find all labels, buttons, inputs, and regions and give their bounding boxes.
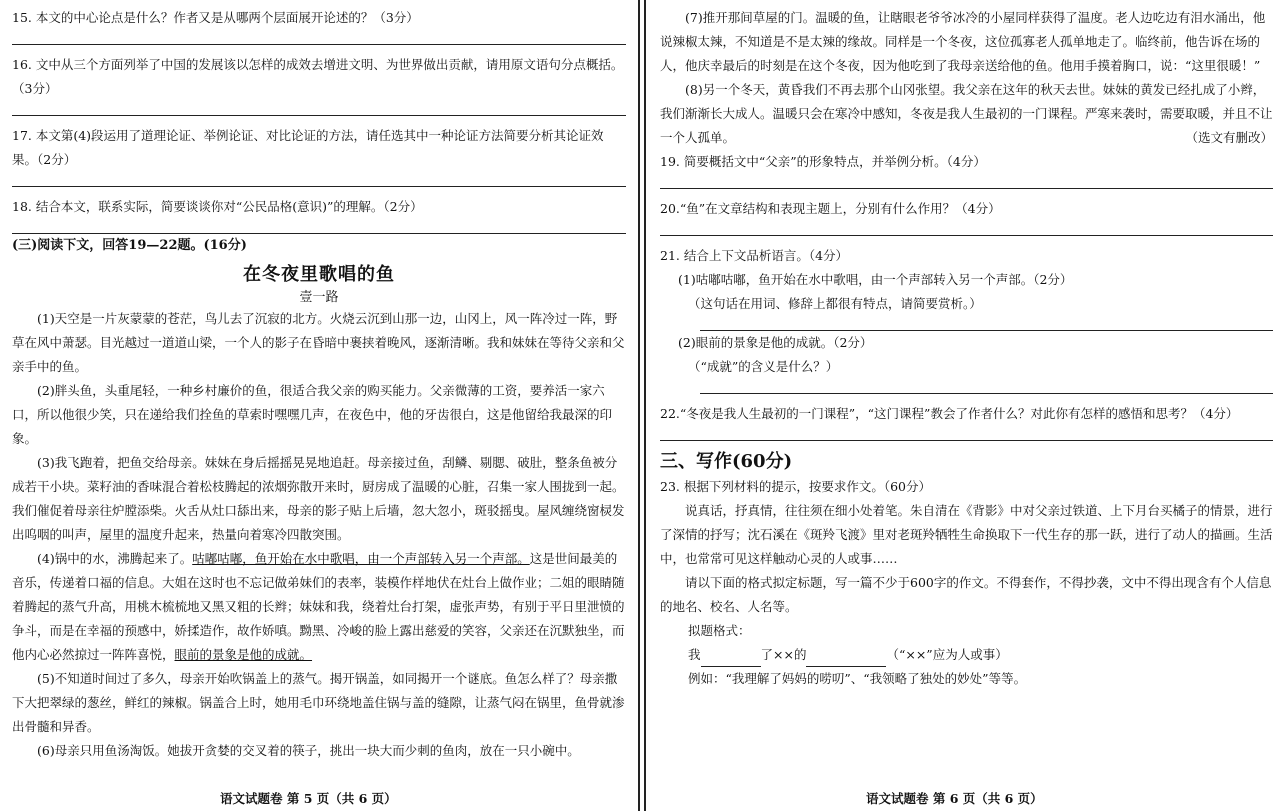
- writing-material: 说真话，抒真情，往往须在细小处着笔。朱自清在《背影》中对父亲过铁道、上下月台买橘子的情景，进行了深情的抒写；沈石溪在《斑羚飞渡》里对老斑羚牺牲生命换取下一代生存的那一跃，进行了动人的描画。生活中，也常常可见这样触动心灵的人或事……: [660, 503, 1273, 566]
- format-part-c: （“××”应为人或事）: [886, 647, 1008, 662]
- answer-line[interactable]: [660, 221, 1273, 236]
- format-blank: [701, 654, 761, 667]
- paragraph-5: (5)不知道时间过了多久，母亲开始吹锅盖上的蒸气。揭开锅盖，如同揭开一个谜底。鱼怎么样了？母亲撒下大把翠绿的葱丝，鲜红的辣椒。锅盖合上时，她用毛巾环绕地盖住锅与盖的缝隙，让蒸气闷在锅里，鱼骨就渗出骨髓和异香。: [12, 671, 625, 734]
- answer-line[interactable]: [660, 174, 1273, 189]
- page-5: [0, 0, 638, 811]
- answer-line[interactable]: [12, 30, 626, 45]
- question-22: 22.“冬夜是我人生最初的一门课程”，“这门课程”教会了作者什么？对此你有怎样的感悟和思考？（4分）: [660, 406, 1239, 421]
- underlined-sentence-1: 咕嘟咕嘟，鱼开始在水中歌唱，由一个声部转入另一个声部。: [192, 551, 530, 566]
- para4-middle: 这是世间最美的音乐，传递着口福的信息。大姐在这时也不忘记做弟妹们的表率，装模作样地伏在灶台上做作业；二姐的眼睛随着腾起的蒸气升高，用桃木梳梳地又黑又粗的长辫；妹妹和我，绕着灶台打架，虚张声势，有别于平日里泄愤的争斗，而是在幸福的预感中，娇揉造作，故作娇嗔。黝黑、冷峻的脸上露出慈爱的笑容，父亲还在沉默独坐，而他内心必然掠过一阵阵喜悦，: [12, 551, 625, 662]
- question-23: 23. 根据下列材料的提示，按要求作文。（60分）: [660, 479, 932, 494]
- paragraph-4: [12, 547, 626, 667]
- answer-line[interactable]: [660, 426, 1273, 441]
- paragraph-3: (3)我飞跑着，把鱼交给母亲。妹妹在身后摇摇晃晃地追赶。母亲接过鱼，刮鳞、剔腮、破肚，整条鱼被分成若干小块。菜籽油的香味混合着松枝腾起的浓烟弥散开来时，厨房成了温暖的心脏，召集一家人围拢到一起。我们催促着母亲往炉膛添柴。火舌从灶口舔出来，母亲的影子贴上后墙，忽大忽小，斑驳摇曳。屋风缠绕窗棂发出呜咽的叫声，屋里的温度升起来，热量向着寒冷四散突围。: [12, 455, 625, 542]
- answer-line[interactable]: [700, 379, 1273, 394]
- answer-line[interactable]: [700, 316, 1273, 331]
- question-20: 20.“鱼”在文章结构和表现主题上，分别有什么作用？（4分）: [660, 201, 1001, 216]
- writing-section-heading: 三、写作(60分): [660, 451, 793, 472]
- question-21-2: (2)眼前的景象是他的成就。（2分）: [678, 335, 873, 350]
- paragraph-6: (6)母亲只用鱼汤淘饭。她拔开贪婪的交叉着的筷子，挑出一块大而少刺的鱼肉，放在一只小碗中。: [37, 743, 580, 758]
- source-note: （选文有删改）: [1185, 130, 1273, 145]
- format-example: 例如：“我理解了妈妈的唠叨”、“我领略了独处的妙处”等等。: [688, 671, 1027, 686]
- format-blank: [806, 654, 886, 667]
- question-21-1-hint: （这句话在用词、修辞上都很有特点，请简要赏析。）: [688, 296, 982, 311]
- format-label: 拟题格式：: [688, 623, 751, 638]
- question-21-2-hint: （“成就”的含义是什么？）: [688, 359, 839, 374]
- writing-instruction: 请以下面的格式拟定标题，写一篇不少于600字的作文。不得套作，不得抄袭，文中不得出现含有个人信息的地名、校名、人名等。: [660, 575, 1272, 614]
- answer-line[interactable]: [12, 101, 626, 116]
- format-part-b: 了××的: [760, 647, 807, 662]
- paragraph-8: (8)另一个冬天，黄昏我们不再去那个山冈张望。我父亲在这年的秋天去世。妹妹的黄发已经扎成了小辫，我们渐渐长大成人。温暖只会在寒冷中感知，冬夜是我人生最初的一门课程。严寒来袭时，需要取暖，并且不让一个人孤单。: [660, 82, 1273, 145]
- answer-line[interactable]: [12, 172, 626, 187]
- question-21: 21. 结合上下文品析语言。（4分）: [660, 248, 849, 263]
- answer-line[interactable]: [12, 219, 626, 234]
- question-16: 16. 文中从三个方面列举了中国的发展该以怎样的成效去增进文明、为世界做出贡献，请用原文语句分点概括。（3分）: [12, 57, 624, 96]
- paragraph-2: (2)胖头鱼，头重尾轻，一种乡村廉价的鱼，很适合我父亲的购买能力。父亲微薄的工资，要养活一家六口，所以他很少笑，只在递给我们拴鱼的草索时嘿嘿几声，在夜色中，他的牙齿很白，这是他留给我最深的印象。: [12, 383, 613, 446]
- para4-start: (4)锅中的水，沸腾起来了。: [37, 551, 193, 566]
- page-divider: [638, 0, 646, 811]
- question-21-1: (1)咕嘟咕嘟，鱼开始在水中歌唱，由一个声部转入另一个声部。（2分）: [678, 272, 1073, 287]
- question-18: 18. 结合本文，联系实际，简要谈谈你对“公民品格(意识)”的理解。（2分）: [12, 199, 423, 214]
- article-author: 壹一路: [299, 290, 339, 305]
- format-part-a: 我: [688, 647, 701, 662]
- page-footer: 语文试题卷 第 6 页（共 6 页）: [866, 791, 1043, 806]
- article-title: 在冬夜里歌唱的鱼: [243, 264, 395, 285]
- page-6: [646, 0, 1285, 811]
- page-footer: 语文试题卷 第 5 页（共 6 页）: [220, 791, 397, 806]
- question-15: 15. 本文的中心论点是什么？作者又是从哪两个层面展开论述的？（3分）: [12, 10, 419, 25]
- paragraph-7: (7)推开那间草屋的门。温暖的鱼，让瞎眼老爷爷冰冷的小屋同样获得了温度。老人边吃边有泪水涌出，他说辣椒太辣，不知道是不是太辣的缘故。同样是一个冬夜，这位孤寡老人孤单地走了。临终前，他告诉在场的人，他庆幸最后的时刻是在这个冬夜，因为他吃到了我母亲送给他的鱼。他用手摸着胸口，说：“这里很暖！”: [660, 10, 1266, 73]
- question-17: 17. 本文第(4)段运用了道理论证、举例论证、对比论证的方法，请任选其中一种论证方法简要分析其论证效果。（2分）: [12, 128, 604, 167]
- question-19: 19. 简要概括文中“父亲”的形象特点，并举例分析。（4分）: [660, 154, 986, 169]
- section-3-heading: (三)阅读下文，回答19—22题。(16分): [12, 238, 247, 253]
- paragraph-1: (1)天空是一片灰蒙蒙的苍茫，鸟儿去了沉寂的北方。火烧云沉到山那一边，山冈上，风一阵冷过一阵，野草在风中萧瑟。目光越过一道道山梁，一个人的影子在昏暗中裹挟着晚风，逐渐清晰。我和妹妹在等待父亲和父亲手中的鱼。: [12, 311, 625, 374]
- underlined-sentence-2: 眼前的景象是他的成就。: [174, 647, 313, 662]
- format-template: [660, 643, 1273, 667]
